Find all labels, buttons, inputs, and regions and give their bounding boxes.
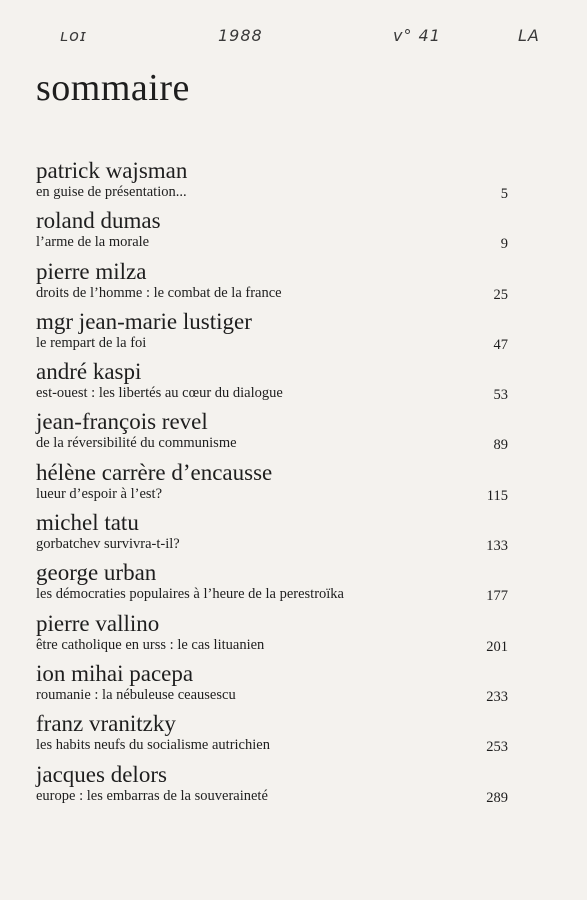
toc-page-number: 289 bbox=[486, 789, 508, 806]
toc-entry bbox=[36, 611, 508, 661]
toc-author: pierre vallino bbox=[36, 610, 160, 636]
toc-subtitle: de la réversibilité du communisme bbox=[36, 435, 237, 452]
toc-author: george urban bbox=[36, 560, 157, 586]
toc-subtitle: les démocraties populaires à l’heure de la perestroïka bbox=[36, 586, 344, 603]
toc-entry bbox=[36, 560, 508, 610]
handwritten-note-1: ʟᴏɪ bbox=[60, 26, 87, 45]
toc-page-number: 25 bbox=[493, 286, 508, 303]
toc-entry bbox=[36, 359, 508, 409]
handwritten-note-number: ᴠ° 41 bbox=[393, 26, 441, 45]
toc-page-number: 177 bbox=[486, 588, 508, 605]
toc-author: jean-françois revel bbox=[36, 409, 208, 435]
toc-author: jacques delors bbox=[36, 761, 167, 787]
toc-entry bbox=[36, 460, 508, 510]
toc-author: hélène carrère d’encausse bbox=[36, 459, 273, 485]
toc-author: ion mihai pacepa bbox=[36, 660, 194, 686]
toc-author: franz vranitzky bbox=[36, 711, 176, 737]
toc-entry bbox=[36, 208, 508, 258]
toc-page-number: 9 bbox=[500, 236, 508, 253]
toc-subtitle: europe : les embarras de la souveraineté bbox=[36, 787, 268, 804]
toc-entry bbox=[36, 661, 508, 711]
toc-subtitle: gorbatchev survivra-t-il? bbox=[36, 536, 180, 553]
toc-subtitle: lueur d’espoir à l’est? bbox=[36, 485, 163, 502]
toc-page-number: 253 bbox=[486, 739, 508, 756]
toc-entry bbox=[36, 158, 508, 208]
toc-page-number: 233 bbox=[486, 688, 508, 705]
toc-subtitle: en guise de présentation... bbox=[36, 184, 187, 200]
toc-author: michel tatu bbox=[36, 510, 139, 536]
toc-page-number: 201 bbox=[486, 638, 508, 655]
toc-subtitle: roumanie : la nébuleuse ceausescu bbox=[36, 686, 236, 703]
toc-page-number: 133 bbox=[486, 538, 508, 555]
table-of-contents bbox=[36, 158, 508, 812]
toc-author: mgr jean-marie lustiger bbox=[36, 308, 252, 334]
handwritten-note-year: 1988 bbox=[218, 26, 263, 45]
toc-subtitle: droits de l’homme : le combat de la france bbox=[36, 284, 282, 301]
page-title: sommaire bbox=[36, 67, 190, 109]
toc-entry bbox=[36, 762, 508, 812]
toc-subtitle: est-ouest : les libertés au cœur du dialogue bbox=[36, 385, 283, 402]
toc-subtitle: les habits neufs du socialisme autrichien bbox=[36, 737, 270, 754]
toc-entry bbox=[36, 409, 508, 459]
toc-author: andré kaspi bbox=[36, 359, 142, 385]
toc-author: roland dumas bbox=[36, 208, 161, 234]
toc-subtitle: le rempart de la foi bbox=[36, 334, 147, 351]
toc-author: patrick wajsman bbox=[36, 158, 188, 183]
toc-entry bbox=[36, 259, 508, 309]
toc-page-number: 5 bbox=[500, 186, 508, 202]
handwritten-note-4: LA bbox=[518, 26, 540, 45]
toc-subtitle: l’arme de la morale bbox=[36, 234, 150, 251]
toc-entry bbox=[36, 309, 508, 359]
toc-subtitle: être catholique en urss : le cas lituanien bbox=[36, 636, 265, 653]
toc-page-number: 47 bbox=[493, 336, 508, 353]
toc-page-number: 53 bbox=[493, 387, 508, 404]
toc-entry bbox=[36, 711, 508, 761]
toc-page-number: 115 bbox=[486, 487, 508, 504]
toc-entry bbox=[36, 510, 508, 560]
toc-author: pierre milza bbox=[36, 258, 147, 284]
toc-page-number: 89 bbox=[493, 437, 508, 454]
